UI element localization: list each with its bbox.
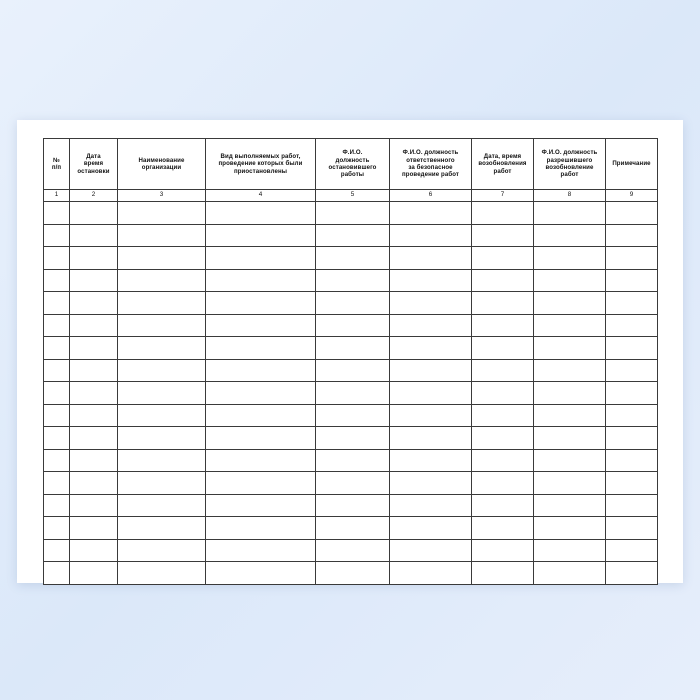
table-cell-works[interactable] <box>206 314 316 337</box>
table-cell-num[interactable] <box>44 382 70 405</box>
table-cell-notes[interactable] <box>606 539 658 562</box>
table-cell-num[interactable] <box>44 562 70 585</box>
table-cell-date_time_stop[interactable] <box>70 269 118 292</box>
table-cell-date_time_resume[interactable] <box>472 562 534 585</box>
table-cell-responsible[interactable] <box>390 359 472 382</box>
table-cell-permitter[interactable] <box>534 404 606 427</box>
column-header-date-time-stop <box>70 139 118 190</box>
table-cell-notes[interactable] <box>606 404 658 427</box>
table-cell-date_time_stop[interactable] <box>70 517 118 540</box>
table-row[interactable] <box>44 517 658 540</box>
table-cell-notes[interactable] <box>606 382 658 405</box>
header-line: п/п <box>51 164 62 171</box>
table-cell-stopper[interactable] <box>316 472 390 495</box>
table-cell-notes[interactable] <box>606 449 658 472</box>
table-cell-works[interactable] <box>206 562 316 585</box>
table-cell-permitter[interactable] <box>534 359 606 382</box>
table-cell-works[interactable] <box>206 539 316 562</box>
header-line: возобновление <box>545 164 594 171</box>
table-cell-date_time_resume[interactable] <box>472 427 534 450</box>
header-line: разрешившего <box>546 156 593 164</box>
header-line: Ф.И.О. <box>342 149 363 157</box>
table-cell-date_time_resume[interactable] <box>472 404 534 427</box>
header-line: Ф.И.О. должность <box>402 149 459 157</box>
table-cell-stopper[interactable] <box>316 359 390 382</box>
table-cell-num[interactable] <box>44 314 70 337</box>
table-cell-organization[interactable] <box>118 337 206 360</box>
table-cell-stopper[interactable] <box>316 292 390 315</box>
table-cell-stopper[interactable] <box>316 314 390 337</box>
table-cell-date_time_stop[interactable] <box>70 337 118 360</box>
header-line: остановки <box>77 167 110 175</box>
table-cell-stopper[interactable] <box>316 382 390 405</box>
table-cell-permitter[interactable] <box>534 472 606 495</box>
column-number: 8 <box>534 190 606 202</box>
table-cell-responsible[interactable] <box>390 539 472 562</box>
table-cell-date_time_resume[interactable] <box>472 539 534 562</box>
table-cell-date_time_stop[interactable] <box>70 247 118 270</box>
table-row[interactable] <box>44 539 658 562</box>
table-cell-date_time_resume[interactable] <box>472 314 534 337</box>
column-number: 5 <box>316 190 390 202</box>
table-header <box>44 139 658 202</box>
table-cell-works[interactable] <box>206 472 316 495</box>
table-cell-num[interactable] <box>44 292 70 315</box>
table-cell-permitter[interactable] <box>534 224 606 247</box>
column-header-works <box>206 139 316 190</box>
table-cell-notes[interactable] <box>606 269 658 292</box>
table-cell-stopper[interactable] <box>316 562 390 585</box>
table-cell-date_time_stop[interactable] <box>70 539 118 562</box>
document-page <box>17 120 683 583</box>
table-cell-works[interactable] <box>206 292 316 315</box>
table-cell-date_time_stop[interactable] <box>70 202 118 225</box>
header-line: организации <box>141 164 182 171</box>
table-cell-permitter[interactable] <box>534 269 606 292</box>
table-cell-num[interactable] <box>44 449 70 472</box>
column-number: 7 <box>472 190 534 202</box>
table-body <box>44 202 658 585</box>
column-number: 6 <box>390 190 472 202</box>
table-cell-organization[interactable] <box>118 427 206 450</box>
header-line: ответственного <box>406 156 455 164</box>
table-cell-works[interactable] <box>206 359 316 382</box>
table-cell-permitter[interactable] <box>534 382 606 405</box>
table-cell-notes[interactable] <box>606 562 658 585</box>
table-cell-permitter[interactable] <box>534 427 606 450</box>
table-cell-stopper[interactable] <box>316 404 390 427</box>
table-cell-notes[interactable] <box>606 517 658 540</box>
table-cell-permitter[interactable] <box>534 517 606 540</box>
table-cell-stopper[interactable] <box>316 539 390 562</box>
table-cell-date_time_stop[interactable] <box>70 359 118 382</box>
table-row[interactable] <box>44 404 658 427</box>
table-row[interactable] <box>44 427 658 450</box>
table-row[interactable] <box>44 292 658 315</box>
table-cell-date_time_stop[interactable] <box>70 449 118 472</box>
table-cell-responsible[interactable] <box>390 202 472 225</box>
header-line: Примечание <box>612 160 651 168</box>
column-number: 2 <box>70 190 118 202</box>
table-cell-notes[interactable] <box>606 247 658 270</box>
column-number: 1 <box>44 190 70 202</box>
header-line: работ <box>560 171 579 179</box>
table-cell-responsible[interactable] <box>390 269 472 292</box>
table-cell-permitter[interactable] <box>534 202 606 225</box>
table-cell-stopper[interactable] <box>316 449 390 472</box>
table-cell-notes[interactable] <box>606 359 658 382</box>
table-cell-notes[interactable] <box>606 337 658 360</box>
table-cell-num[interactable] <box>44 224 70 247</box>
header-line: Наименование <box>138 156 185 164</box>
table-row[interactable] <box>44 314 658 337</box>
table-cell-permitter[interactable] <box>534 562 606 585</box>
header-line: работ <box>493 167 512 175</box>
table-cell-stopper[interactable] <box>316 224 390 247</box>
table-cell-num[interactable] <box>44 337 70 360</box>
table-cell-organization[interactable] <box>118 292 206 315</box>
table-cell-date_time_resume[interactable] <box>472 449 534 472</box>
table-cell-works[interactable] <box>206 202 316 225</box>
table-cell-organization[interactable] <box>118 449 206 472</box>
table-cell-permitter[interactable] <box>534 494 606 517</box>
table-cell-permitter[interactable] <box>534 292 606 315</box>
table-cell-notes[interactable] <box>606 472 658 495</box>
table-cell-works[interactable] <box>206 269 316 292</box>
table-cell-notes[interactable] <box>606 314 658 337</box>
header-line: проведение работ <box>402 171 459 179</box>
table-cell-num[interactable] <box>44 472 70 495</box>
table-cell-works[interactable] <box>206 427 316 450</box>
table-cell-date_time_resume[interactable] <box>472 517 534 540</box>
header-row <box>44 139 658 190</box>
table-row[interactable] <box>44 562 658 585</box>
table-cell-stopper[interactable] <box>316 247 390 270</box>
table-row[interactable] <box>44 449 658 472</box>
table-cell-organization[interactable] <box>118 247 206 270</box>
header-line: Дата <box>86 152 101 160</box>
table-cell-date_time_resume[interactable] <box>472 247 534 270</box>
table-cell-organization[interactable] <box>118 472 206 495</box>
table-cell-date_time_resume[interactable] <box>472 269 534 292</box>
table-cell-date_time_resume[interactable] <box>472 472 534 495</box>
table-cell-stopper[interactable] <box>316 494 390 517</box>
table-cell-responsible[interactable] <box>390 517 472 540</box>
table-cell-stopper[interactable] <box>316 337 390 360</box>
header-line: за безопасное <box>408 164 453 171</box>
column-number: 4 <box>206 190 316 202</box>
column-header-stopper <box>316 139 390 190</box>
table-cell-responsible[interactable] <box>390 382 472 405</box>
table-cell-date_time_stop[interactable] <box>70 562 118 585</box>
table-cell-works[interactable] <box>206 337 316 360</box>
table-cell-organization[interactable] <box>118 224 206 247</box>
table-cell-num[interactable] <box>44 539 70 562</box>
table-cell-works[interactable] <box>206 494 316 517</box>
journal-table <box>43 138 658 585</box>
column-number: 3 <box>118 190 206 202</box>
table-row[interactable] <box>44 224 658 247</box>
table-cell-notes[interactable] <box>606 224 658 247</box>
table-cell-date_time_stop[interactable] <box>70 382 118 405</box>
table-cell-responsible[interactable] <box>390 427 472 450</box>
table-cell-date_time_resume[interactable] <box>472 224 534 247</box>
table-cell-date_time_resume[interactable] <box>472 359 534 382</box>
table-cell-organization[interactable] <box>118 382 206 405</box>
table-cell-organization[interactable] <box>118 517 206 540</box>
table-cell-permitter[interactable] <box>534 314 606 337</box>
table-cell-permitter[interactable] <box>534 247 606 270</box>
table-cell-num[interactable] <box>44 427 70 450</box>
table-row[interactable] <box>44 472 658 495</box>
column-header-responsible <box>390 139 472 190</box>
table-cell-responsible[interactable] <box>390 247 472 270</box>
table-cell-organization[interactable] <box>118 202 206 225</box>
table-cell-permitter[interactable] <box>534 449 606 472</box>
table-row[interactable] <box>44 359 658 382</box>
table-cell-stopper[interactable] <box>316 269 390 292</box>
table-row[interactable] <box>44 202 658 225</box>
table-cell-num[interactable] <box>44 247 70 270</box>
column-number: 9 <box>606 190 658 202</box>
table-cell-organization[interactable] <box>118 562 206 585</box>
column-header-notes <box>606 139 658 190</box>
header-line: проведение которых были <box>218 160 303 168</box>
table-cell-notes[interactable] <box>606 292 658 315</box>
header-line: № <box>53 156 60 164</box>
table-cell-num[interactable] <box>44 269 70 292</box>
table-cell-organization[interactable] <box>118 359 206 382</box>
table-cell-date_time_stop[interactable] <box>70 404 118 427</box>
table-cell-organization[interactable] <box>118 494 206 517</box>
table-cell-num[interactable] <box>44 404 70 427</box>
table-cell-responsible[interactable] <box>390 337 472 360</box>
table-cell-stopper[interactable] <box>316 427 390 450</box>
table-cell-num[interactable] <box>44 517 70 540</box>
table-cell-date_time_stop[interactable] <box>70 494 118 517</box>
table-cell-works[interactable] <box>206 382 316 405</box>
header-line: должность <box>335 156 370 164</box>
table-cell-responsible[interactable] <box>390 562 472 585</box>
table-cell-works[interactable] <box>206 517 316 540</box>
table-cell-date_time_stop[interactable] <box>70 427 118 450</box>
table-cell-works[interactable] <box>206 404 316 427</box>
table-cell-responsible[interactable] <box>390 224 472 247</box>
table-cell-num[interactable] <box>44 202 70 225</box>
table-row[interactable] <box>44 382 658 405</box>
table-cell-responsible[interactable] <box>390 314 472 337</box>
table-cell-date_time_resume[interactable] <box>472 202 534 225</box>
table-cell-organization[interactable] <box>118 269 206 292</box>
header-line: остановившего <box>328 164 377 171</box>
table-cell-responsible[interactable] <box>390 494 472 517</box>
column-header-date-time-resume <box>472 139 534 190</box>
table-cell-date_time_resume[interactable] <box>472 337 534 360</box>
table-cell-organization[interactable] <box>118 314 206 337</box>
header-line: Ф.И.О. должность <box>541 149 598 157</box>
table-cell-works[interactable] <box>206 224 316 247</box>
table-cell-works[interactable] <box>206 449 316 472</box>
table-cell-notes[interactable] <box>606 202 658 225</box>
column-header-organization <box>118 139 206 190</box>
table-cell-date_time_stop[interactable] <box>70 314 118 337</box>
table-cell-responsible[interactable] <box>390 404 472 427</box>
table-cell-date_time_resume[interactable] <box>472 382 534 405</box>
table-row[interactable] <box>44 337 658 360</box>
table-row[interactable] <box>44 247 658 270</box>
table-cell-works[interactable] <box>206 247 316 270</box>
table-cell-notes[interactable] <box>606 494 658 517</box>
table-cell-num[interactable] <box>44 359 70 382</box>
table-cell-date_time_resume[interactable] <box>472 292 534 315</box>
table-cell-num[interactable] <box>44 494 70 517</box>
table-cell-stopper[interactable] <box>316 202 390 225</box>
table-cell-responsible[interactable] <box>390 472 472 495</box>
table-cell-organization[interactable] <box>118 404 206 427</box>
table-row[interactable] <box>44 269 658 292</box>
table-row[interactable] <box>44 494 658 517</box>
header-line: возобновления <box>478 160 527 168</box>
column-header-num <box>44 139 70 190</box>
header-line: Вид выполняемых работ, <box>220 152 301 160</box>
table-cell-date_time_stop[interactable] <box>70 224 118 247</box>
table-cell-date_time_resume[interactable] <box>472 494 534 517</box>
journal-table-wrap <box>43 138 657 585</box>
table-cell-date_time_stop[interactable] <box>70 292 118 315</box>
column-header-permitter <box>534 139 606 190</box>
table-cell-stopper[interactable] <box>316 517 390 540</box>
header-line: время <box>83 160 104 168</box>
header-line: приостановлены <box>233 167 288 175</box>
table-cell-permitter[interactable] <box>534 539 606 562</box>
table-cell-responsible[interactable] <box>390 292 472 315</box>
table-cell-permitter[interactable] <box>534 337 606 360</box>
column-number-row <box>44 190 658 202</box>
table-cell-organization[interactable] <box>118 539 206 562</box>
table-cell-responsible[interactable] <box>390 449 472 472</box>
header-line: работы <box>340 171 365 179</box>
table-cell-notes[interactable] <box>606 427 658 450</box>
table-cell-date_time_stop[interactable] <box>70 472 118 495</box>
header-line: Дата, время <box>483 152 522 160</box>
